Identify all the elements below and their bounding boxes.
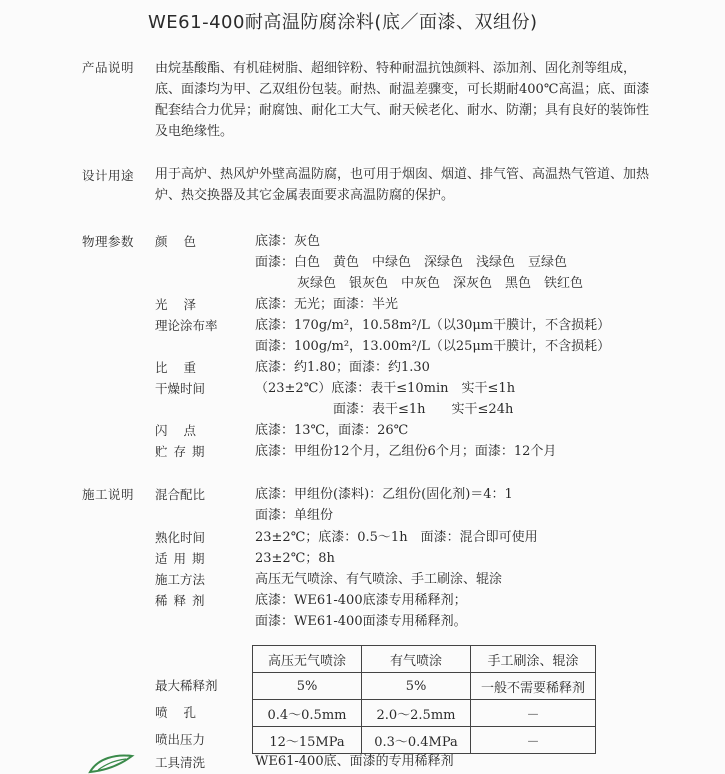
- param-label-gloss: 光泽: [155, 297, 213, 312]
- table-row: [253, 700, 596, 727]
- dry-time-topcoat: 面漆：表干≤1h 实干≤24h: [333, 402, 514, 417]
- param-label-flash-point: 闪点: [155, 423, 213, 438]
- table-cell: 2.0～2.5mm: [362, 700, 471, 727]
- app-label-thinner: 稀释剂: [155, 593, 211, 608]
- tool-cleaning-value: WE61-400底、面漆的专用稀释剂: [255, 754, 454, 769]
- table-row: [253, 727, 596, 754]
- pot-life-value: 23±2℃；8h: [255, 551, 335, 566]
- app-label-method: 施工方法: [155, 572, 206, 587]
- color-topcoat-line1: 面漆：白色 黄色 中绿色 深绿色 浅绿色 豆绿色: [255, 255, 568, 270]
- section-label-product: 产品说明: [82, 60, 135, 75]
- storage-value: 底漆：甲组份12个月，乙组份6个月；面漆：12个月: [255, 444, 557, 459]
- app-label-cure-time: 熟化时间: [155, 530, 206, 545]
- table-header-cell: 有气喷涂: [362, 646, 471, 673]
- app-label-tool-cleaning: 工具清洗: [155, 755, 206, 770]
- app-label-pot-life: 适用期: [155, 551, 211, 566]
- section-label-physical: 物理参数: [82, 234, 135, 249]
- coverage-topcoat: 面漆：100g/m²，13.00m²/L（以25μm干膜计，不含损耗）: [255, 339, 611, 354]
- table-cell: 5%: [253, 673, 362, 700]
- dry-time-primer: （23±2℃）底漆：表干≤10min 实干≤1h: [255, 381, 516, 396]
- usage-description: 用于高炉、热风炉外壁高温防腐，也可用于烟囱、烟道、排气管、高温热气管道、加热炉、热交换器及其它金属表面要求高温防腐的保护。: [155, 167, 650, 203]
- product-description: 由烷基酸酯、有机硅树脂、超细锌粉、特种耐温抗蚀颜料、添加剂、固化剂等组成，底、面漆均为甲、乙双组份包装。耐热、耐温差骤变，可长期耐400℃高温；底、面漆配套结合力优异；耐腐蚀、耐化工大气、耐天候老化、耐水、防潮；具有良好的装饰性及电绝缘性。: [155, 61, 650, 139]
- table-header-cell: 手工刷涂、辊涂: [471, 646, 596, 673]
- thinner-primer: 底漆：WE61-400底漆专用稀释剂；: [255, 593, 467, 608]
- color-topcoat-line2: 灰绿色 银灰色 中灰色 深灰色 黑色 铁红色: [297, 276, 584, 291]
- density-value: 底漆：约1.80；面漆：约1.30: [255, 360, 430, 375]
- thinner-topcoat: 面漆：WE61-400面漆专用稀释剂。: [255, 614, 467, 629]
- table-cell: 12～15MPa: [253, 727, 362, 754]
- table-row: [253, 673, 596, 700]
- table-row-label-max-thinner: 最大稀释剂: [155, 678, 218, 693]
- mix-ratio-primer: 底漆：甲组份(漆料)：乙组份(固化剂)＝4：1: [255, 487, 513, 502]
- table-cell: －: [471, 727, 596, 754]
- section-label-application: 施工说明: [82, 487, 135, 502]
- method-value: 高压无气喷涂、有气喷涂、手工刷涂、辊涂: [255, 572, 503, 587]
- cure-time-value: 23±2℃；底漆：0.5～1h 面漆：混合即可使用: [255, 530, 538, 545]
- param-label-color: 颜色: [155, 234, 213, 249]
- param-label-dry-time: 干燥时间: [155, 381, 206, 396]
- app-label-mix-ratio: 混合配比: [155, 487, 206, 502]
- param-label-coverage: 理论涂布率: [155, 318, 218, 333]
- dilution-table: [252, 645, 596, 754]
- table-header-cell: 高压无气喷涂: [253, 646, 362, 673]
- table-cell: 5%: [362, 673, 471, 700]
- param-label-density: 比重: [155, 360, 213, 375]
- table-row-label-nozzle: 喷孔: [155, 705, 213, 720]
- param-label-storage: 贮存期: [155, 444, 211, 459]
- section-label-usage: 设计用途: [82, 168, 135, 183]
- leaf-logo-icon: [88, 752, 136, 774]
- gloss-value: 底漆：无光；面漆：半光: [255, 297, 399, 312]
- table-cell: 0.3～0.4MPa: [362, 727, 471, 754]
- mix-ratio-topcoat: 面漆：单组份: [255, 508, 334, 523]
- page-title: WE61-400耐高温防腐涂料(底／面漆、双组份): [148, 12, 538, 33]
- color-primer: 底漆：灰色: [255, 234, 321, 249]
- table-row-label-pressure: 喷出压力: [155, 732, 206, 747]
- table-header-row: [253, 646, 596, 673]
- table-cell: 0.4～0.5mm: [253, 700, 362, 727]
- table-cell: 一般不需要稀释剂: [471, 673, 596, 700]
- coverage-primer: 底漆：170g/m²，10.58m²/L（以30μm干膜计，不含损耗）: [255, 318, 611, 333]
- flash-point-value: 底漆：13℃，面漆：26℃: [255, 423, 409, 438]
- table-cell: －: [471, 700, 596, 727]
